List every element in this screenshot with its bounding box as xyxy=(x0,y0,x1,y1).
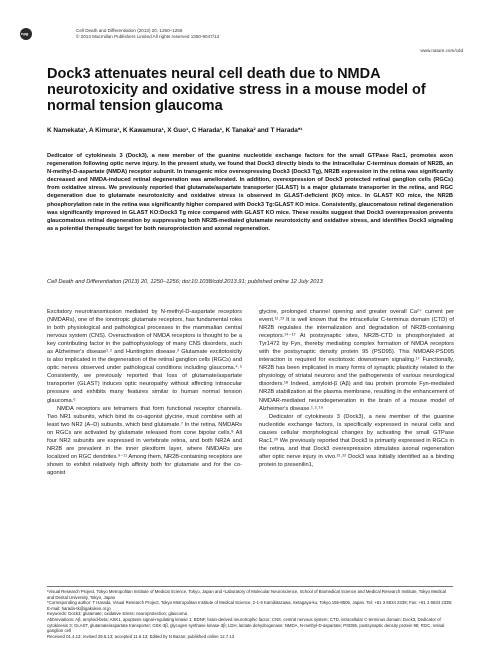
abbreviations-footnote: Abbreviations: Aβ, amyloid-beta; ASK1, apoptosis signal-regulating kinase 1; BDNF, brain-derived neurotrophic factor; CNS, central nervous system; CTD, intracellular C-terminus domain; Dock3, Dedicator of cytokinesis 3; GLAST, glutamate/aspartate transporter; GSK-3β, glycogen synthase kinase-3β; LDH, lactate dehydrogenase; NMDA, N-methyl-D-aspartate; PSD95, postsynaptic density protein 95; RGC, retinal ganglion cell xyxy=(47,616,445,634)
body-column-right xyxy=(259,308,454,469)
affiliation-footnote: ¹Visual Research Project, Tokyo Metropolitan Institute of Medical Science, Tokyo, Japan and ²Laboratory of Molecular Neuroscience, School of Biomedical Science and Medical Research Institute, Tokyo Medical and Dental University, Tokyo, Japan xyxy=(47,589,447,600)
citation-line: Cell Death and Differentiation (2013) 20, 1250–1256; doi:10.1038/cdd.2013.91; published online 12 July 2013 xyxy=(47,279,323,285)
abstract: Dedicator of cytokinesis 3 (Dock3), a new member of the guanine nucleotide exchange factors for the small GTPase Rac1, promotes axon regeneration following optic nerve injury. In the present study, we found that Dock3 directly binds to the intracellular C-terminus domain of NR2B, an N-methyl-D-aspartate (NMDA) receptor subunit. In transgenic mice overexpressing Dock3 (Dock3 Tg), NR2B expression in the retina was significantly decreased and NMDA-induced retinal degeneration was ameliorated. In addition, overexpression of Dock3 protected retinal ganglion cells (RGCs) from oxidative stress. We previously reported that glutamate/aspartate transporter (GLAST) is a major glutamate transporter in the retina, and RGC degeneration due to glutamate neurotoxicity and oxidative stress is observed in GLAST-deficient (KO) mice. In GLAST KO mice, the NR2B phosphorylation rate in the retina was significantly higher compared with Dock3 Tg:GLAST KO mice. Consistently, glaucomatous retinal degeneration was significantly improved in GLAST KO:Dock3 Tg mice compared with GLAST KO mice. These results suggest that Dock3 overexpression prevents glaucomatous retinal degeneration by suppressing both NR2B-mediated glutamate neurotoxicity and oxidative stress, and identifies Dock3 signaling as a potential therapeutic target for both neuroprotection and axonal regeneration. xyxy=(47,153,453,232)
received-footnote: Received 01.4.13; revised 29.5.13; accepted 11.6.13; Edited by N Bazan; published online 12.7.13 xyxy=(47,633,235,639)
journal-line: Cell Death and Differentiation (2013) 20, 1250–1256 xyxy=(76,28,183,33)
body-paragraph: NMDA receptors are tetramers that form functional receptor channels. Two NR1 subunits, which bind its co-agonist glycine, must combine with at least two NR2 (A–D) subunits, which bind glutamate.⁷ In the retina, NMDARs on RGCs are activated by glutamate released from cone bipolar cells.⁸ All four NR2 subunits are expressed in vertebrate retina, and both NR2A and NR2B are prevalent in the inner plexiform layer, where NMDARs are localized on RGC dendrites.⁹⁻¹¹ Among them, NR2B-containing receptors are shown to exhibit relatively high affinity both for glutamate and for the co-agonist xyxy=(47,405,242,476)
footnote-divider xyxy=(47,586,453,587)
journal-header xyxy=(76,28,219,40)
corresponding-author-footnote: *Corresponding author: T Harada, Visual Research Project, Tokyo Metropolitan Institute of Medical Science, 2-1-6 Kamikitazawa, Setagaya-ku, Tokyo 156-8506, Japan. Tel: +81 3 6834 2338; Fax: +81 3 6834 2339; E-mail: harada-tk@igakuken.or.jp xyxy=(47,600,453,611)
journal-url[interactable]: www.nature.com/cdd xyxy=(420,48,463,53)
body-paragraph: Excitatory neurotransmission mediated by N-methyl-D-aspartate receptors (NMDARs), one of the ionotropic glutamate receptors, has fundamental roles in both physiological and pathological processes in the mammalian central nervous system (CNS). Overactivation of NMDA receptors is thought to be a key contributing factor in the pathophysiology of many CNS disorders, such as Alzheimer's disease¹˒² and Huntington disease.³ Glutamate excitotoxicity is also implicated in the degeneration of the retinal ganglion cells (RGCs) and optic nerves observed under pathological conditions including glaucoma.⁴˒⁵ Consistently, we previously reported that loss of glutamate/aspartate transporter (GLAST) induces optic neuropathy without affecting intraocular pressure and exhibits many features similar to human normal tension glaucoma.⁶ xyxy=(47,309,242,404)
npg-logo-text: npg xyxy=(21,31,29,36)
copyright-line: © 2013 Macmillan Publishers Limited All rights reserved 1350-9047/13 xyxy=(76,34,220,39)
footnotes xyxy=(47,589,453,639)
body-paragraph: Dedicator of cytokinesis 3 (Dock3), a new member of the guanine nucleotide exchange factors, is specifically expressed in neural cells and causes cellular morphological changes by activating the small GTPase Rac1.²⁰ We previously reported that Dock3 is primarily expressed in RGCs in the retina, and that Dock3 overexpression stimulates axonal regeneration after optic nerve injury in vivo.²¹˒²² Dock3 was initially identified as a binding protein to presenilin1, xyxy=(259,413,454,468)
body-column-left xyxy=(47,308,242,477)
keywords-footnote: Keywords: Dock3; glutamate; oxidative stress; neuroprotection; glaucoma xyxy=(47,611,187,617)
article-title: Dock3 attenuates neural cell death due to NMDA neurotoxicity and oxidative stress in a mouse model of normal tension glaucoma xyxy=(47,66,426,114)
author-list: K Namekata¹, A Kimura¹, K Kawamura¹, X Guo¹, C Harada¹, K Tanaka² and T Harada*¹ xyxy=(47,127,303,134)
body-paragraph: glycine, prolonged channel opening and greater overall Ca²⁺ current per event.¹²˒¹³ It is well known that the intracellular C-terminus domain (CTD) of NR2B regulates the internalization and degradation of NR2B-containing receptors.¹⁴⁻¹⁷ At postsynaptic sites, NR2B-CTD is phosphorylated at Tyr1472 by Fyn, thereby mediating complex formation of NMDA receptors with the postsynaptic density protein 95 (PSD95). This NMDAR-PSD95 interaction is required for excitotoxic downstream signaling.¹⁷ Functionally, NR2B has been implicated in many forms of synaptic plasticity related to the physiology of striatal neurons and the pathogenesis of various neurological disorders.¹⁸ Indeed, amyloid-β (Aβ) and tau protein promote Fyn-mediated NR2B stabilization at the plasma membrane, resulting in the enhancement of NMDAR-mediated neurodegeneration in the brain of a mouse model of Alzheimer's disease.¹˒²˒¹⁹ xyxy=(259,309,454,412)
